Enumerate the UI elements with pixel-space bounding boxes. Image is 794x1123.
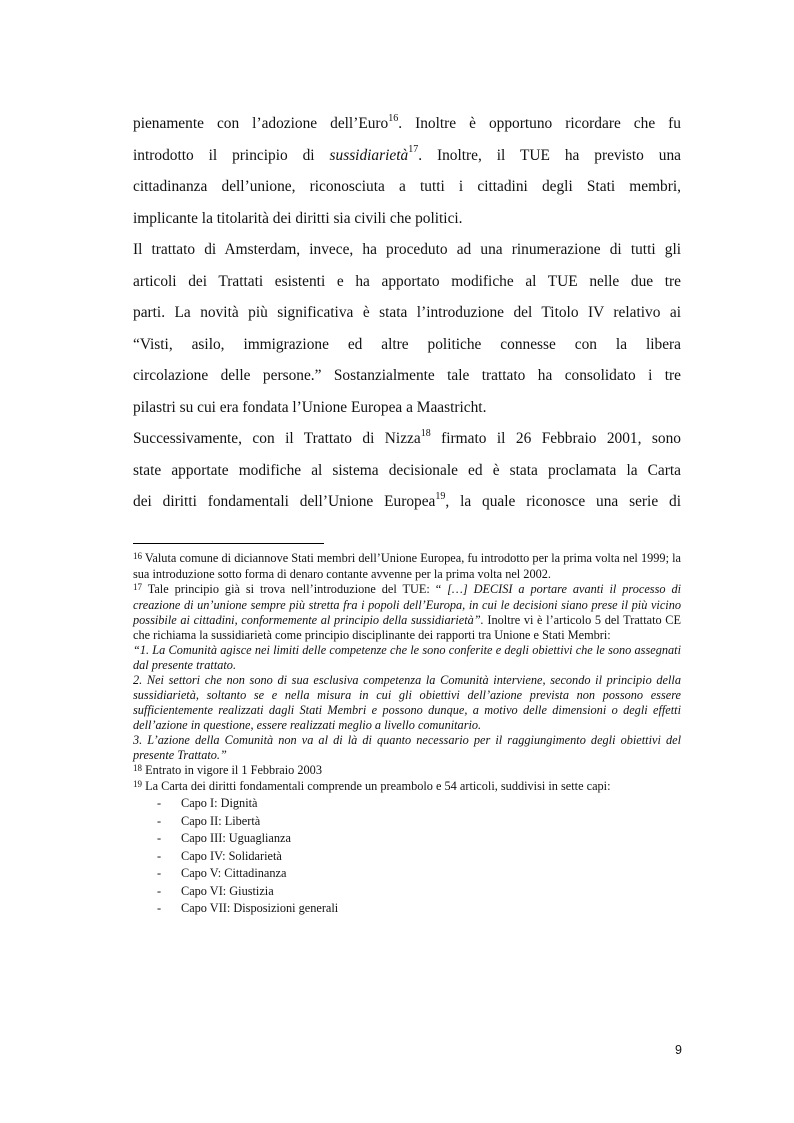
footnote-ref-18[interactable]: 18 xyxy=(420,427,431,439)
text-line: parti. La novità più significativa è stata l’introduzione del Titolo IV relativo ai xyxy=(133,304,681,321)
footnote-17-quote-3 xyxy=(133,733,681,763)
list-dash: - xyxy=(157,901,162,915)
list-item-text: Capo V: Cittadinanza xyxy=(181,866,287,880)
text-span: . Inoltre è opportuno ricordare che fu xyxy=(398,115,681,132)
list-item-text: Capo II: Libertà xyxy=(181,813,261,828)
footnote-text: La Carta dei diritti fondamentali comprende un preambolo e 54 articoli, suddivisi in sette capi: xyxy=(142,779,611,793)
footnote-quote: 2. Nei settori che non sono di sua esclusiva competenza la Comunità interviene, secondo il principio della sussidiarietà, soltanto se e nella misura in cui gli obiettivi dell’azione prevista non possono essere sufficientemente realizzati dagli Stati Membri e possono dunque, a motivo delle dimensioni o degli effetti dell’azione in questione, essere realizzati meglio a livello comunitario. xyxy=(133,673,681,732)
text-line: implicante la titolarità dei diritti sia civili che politici. xyxy=(133,209,463,227)
list-dash: - xyxy=(157,848,162,863)
list-item xyxy=(133,830,681,848)
text-span: introdotto il principio di xyxy=(133,146,330,164)
list-dash: - xyxy=(157,796,162,810)
footnote-number: 17 xyxy=(133,582,142,592)
footnote-quote: 3. L’azione della Comunità non va al di là di quanto necessario per il raggiungimento degli obiettivi del presente Trattato.” xyxy=(133,733,681,762)
footnote-16 xyxy=(133,551,681,582)
list-item xyxy=(133,865,681,883)
footnote-17-quote-2 xyxy=(133,673,681,733)
footnote-separator xyxy=(133,543,324,544)
text-line: state apportate modifiche al sistema decisionale ed è stata proclamata la Carta xyxy=(133,461,681,479)
text-line xyxy=(133,140,681,172)
main-text xyxy=(133,108,681,518)
list-item-text: Capo VI: Giustizia xyxy=(181,883,274,898)
list-dash: - xyxy=(157,831,162,845)
text-span: firmato il 26 Febbraio 2001, sono xyxy=(430,430,681,447)
text-line: “Visti, asilo, immigrazione ed altre politiche connesse con la libera xyxy=(133,335,681,353)
footnote-17-quote-1 xyxy=(133,643,681,673)
text-span: pienamente con l’adozione dell’Euro xyxy=(133,115,389,132)
footnote-quote: “1. La Comunità agisce nei limiti delle competenze che le sono conferite e degli obiettivi che le sono assegnati dal presente trattato. xyxy=(133,643,681,672)
footnote-text: Tale principio già si trova nell’introduzione del TUE: “ xyxy=(142,582,448,596)
text-span: , la quale riconosce una serie di xyxy=(445,493,681,510)
list-item-text: Capo I: Dignità xyxy=(181,796,258,810)
paragraph-nizza xyxy=(133,423,681,518)
list-item-text: Capo IV: Solidarietà xyxy=(181,848,282,863)
text-line: Il trattato di Amsterdam, invece, ha proceduto ad una rinumerazione di tutti gli xyxy=(133,241,681,258)
list-dash: - xyxy=(157,813,162,828)
footnote-18 xyxy=(133,763,681,779)
footnote-number: 18 xyxy=(133,763,142,773)
list-item xyxy=(133,848,681,866)
list-item xyxy=(133,795,681,813)
list-item-text: Capo VII: Disposizioni generali xyxy=(181,901,339,915)
text-line xyxy=(133,108,681,140)
footnote-text: Inoltre vi è l’articolo 5 del Trattato CE che richiama la sussidiarietà come principio disciplinante dei rapporti tra Unione e Stati Membri: xyxy=(133,613,681,642)
text-line: circolazione delle persone.” Sostanzialmente tale trattato ha consolidato i tre xyxy=(133,367,681,384)
footnote-19 xyxy=(133,779,681,795)
paragraph-amsterdam xyxy=(133,234,681,423)
footnote-ref-17[interactable]: 17 xyxy=(408,144,419,156)
list-item xyxy=(133,900,681,918)
footnote-17 xyxy=(133,582,681,643)
list-dash: - xyxy=(157,866,162,880)
text-span: dei diritti fondamentali dell’Unione Europea xyxy=(133,493,436,510)
footnotes xyxy=(133,551,681,918)
list-item xyxy=(133,813,681,831)
text-line: pilastri su cui era fondata l’Unione Europea a Maastricht. xyxy=(133,398,487,416)
list-dash: - xyxy=(157,883,162,898)
footnote-quote: […] DECISI a portare avanti il processo di creazione di un’unione sempre più stretta fra i popoli dell’Europa, in cui le decisioni siano prese il più vicino possibile ai cittadini, conformemente al principio della sussidiarietà”. xyxy=(133,582,682,627)
paragraph-euro xyxy=(133,108,681,234)
text-line xyxy=(133,486,681,518)
list-item-text: Capo III: Uguaglianza xyxy=(181,831,291,845)
text-line: cittadinanza dell’unione, riconosciuta a tutti i cittadini degli Stati membri, xyxy=(133,178,681,195)
chapters-list xyxy=(133,795,681,918)
text-line: articoli dei Trattati esistenti e ha apportato modifiche al TUE nelle due tre xyxy=(133,272,681,290)
footnote-number: 16 xyxy=(133,551,142,561)
italic-term: sussidiarietà xyxy=(329,146,409,164)
footnote-number: 19 xyxy=(133,779,142,789)
page-number: 9 xyxy=(675,1043,682,1057)
list-item xyxy=(133,883,681,901)
text-line xyxy=(133,423,681,455)
footnote-text: Valuta comune di diciannove Stati membri dell’Unione Europea, fu introdotto per la prima volta nel 1999; la sua introduzione sotto forma di denaro contante avvenne per la prima volta nel 2002. xyxy=(133,551,681,581)
text-span: Successivamente, con il Trattato di Nizza xyxy=(133,430,421,447)
text-span: . Inoltre, il TUE ha previsto una xyxy=(418,146,682,164)
footnote-ref-19[interactable]: 19 xyxy=(435,490,446,502)
footnote-ref-16[interactable]: 16 xyxy=(388,112,399,124)
footnote-text: Entrato in vigore il 1 Febbraio 2003 xyxy=(142,763,322,777)
